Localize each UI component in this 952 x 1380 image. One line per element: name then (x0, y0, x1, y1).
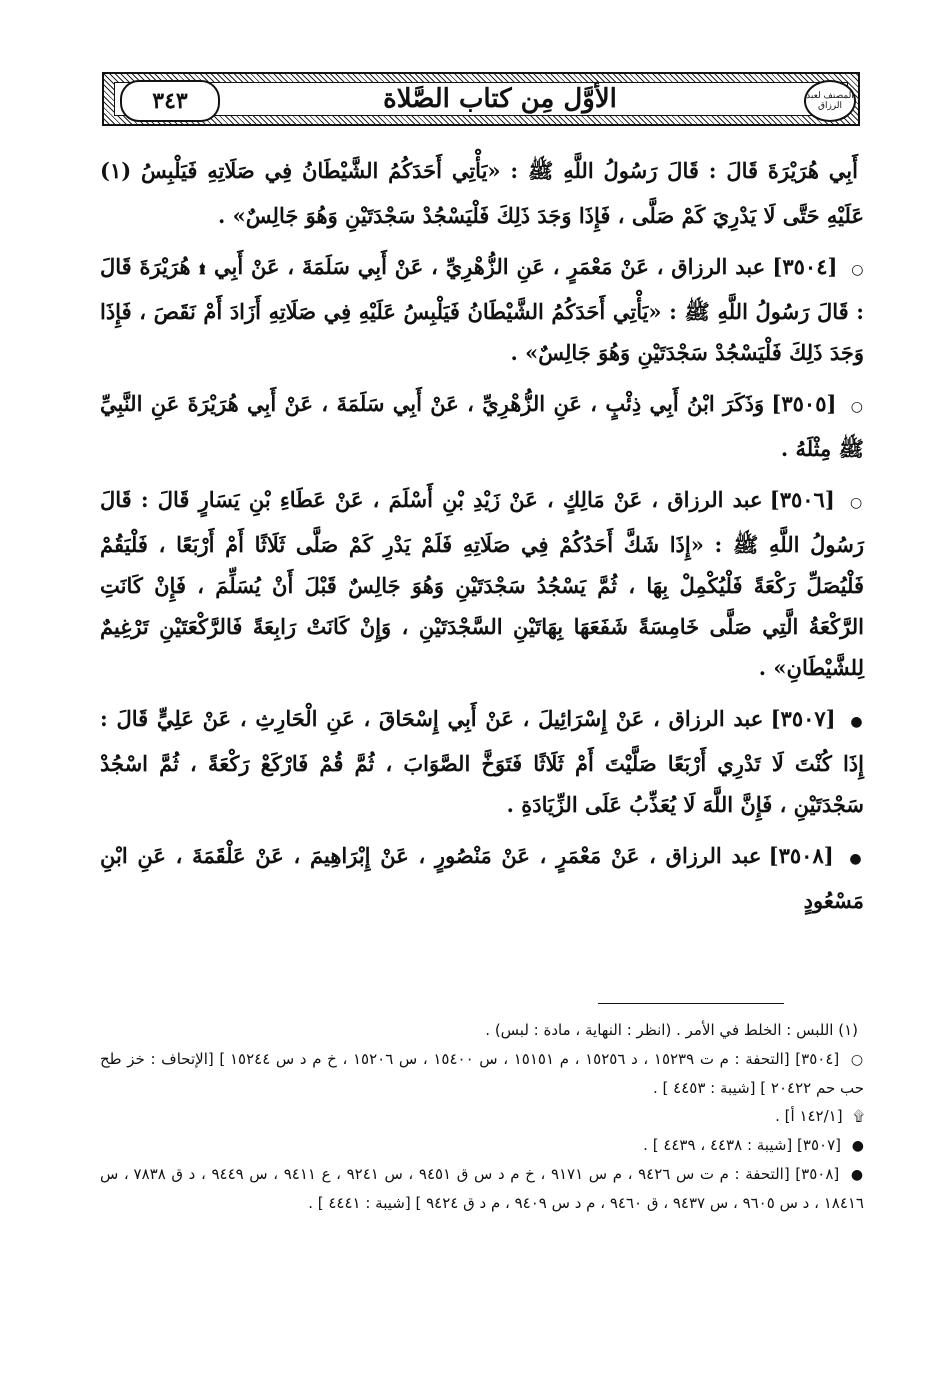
footnote-marker: ○ (850, 1052, 865, 1068)
hadith-paragraph (100, 246, 864, 373)
footnote-text: (١) اللبس : الخلط في الأمر . (انظر : النهاية ، مادة : لبس) . (485, 1021, 858, 1039)
footnote-marker: ۩ (853, 1109, 864, 1125)
footnote (100, 1160, 864, 1217)
paragraph-text: أَبِي هُرَيْرَةَ قَالَ : قَالَ رَسُولُ اللَّهِ ﷺ : «يَأْتِي أَحَدَكُمُ الشَّيْطَانُ فِي صَلَاتِهِ فَيَلْبِسُ (١) عَلَيْهِ حَتَّى لَا يَدْرِيَ كَمْ صَلَّى ، فَإِذَا وَجَدَ ذَلِكَ فَلْيَسْجُدْ سَجْدَتَيْنِ وَهُوَ جَالِسٌ» . (100, 158, 864, 228)
footnote-separator (598, 1003, 784, 1004)
footnote-text: [٣٥٠٨] [التحفة : م ت س ٩٤٢٦ ، م س ٩١٧١ ، خ م د س ق ٩٤٥١ ، س ٩٢٤١ ، ع ٩٤١١ ، س ٩٤٤٩ ، د ق ٧٨٣٨ ، س ١٨٤١٦ ، د س ٩٦٠٥ ، س ٩٤٣٧ ، ق ٩٤٦٠ ، م د س ٩٤٠٩ ، م د ق ٩٤٢٤ ] [شيبة : ٤٤٤١ ] . (100, 1165, 864, 1212)
paragraph-text: [٣٥٠٨] عبد الرزاق ، عَنْ مَعْمَرٍ ، عَنْ مَنْصُورٍ ، عَنْ إِبْرَاهِيمَ ، عَنْ عَلْقَمَةَ ، عَنِ ابْنِ مَسْعُودٍ (100, 843, 864, 913)
footnote-marker: ● (850, 1167, 864, 1183)
paragraph-marker: ○ (851, 262, 865, 278)
paragraph-marker: ○ (849, 495, 864, 511)
paragraph-marker: ● (849, 851, 865, 867)
hadith-paragraph (100, 698, 864, 825)
main-text (100, 150, 864, 931)
paragraph-text: [٣٥٠٤] عبد الرزاق ، عَنْ مَعْمَرٍ ، عَنِ الزُّهْرِيِّ ، عَنْ أَبِي سَلَمَةَ ، عَنْ أَبِي ۩ هُرَيْرَةَ قَالَ : قَالَ رَسُولُ اللَّهِ ﷺ : «يَأْتِي أَحَدَكُمُ الشَّيْطَانُ فَيَلْبِسُ عَلَيْهِ فِي صَلَاتِهِ أَزَادَ أَمْ نَقَصَ ، فَإِذَا وَجَدَ ذَلِكَ فَلْيَسْجُدْ سَجْدَتَيْنِ وَهُوَ جَالِسٌ» . (100, 254, 864, 365)
paragraph-marker: ○ (850, 399, 864, 415)
book-logo: المصنف لعبد الرزاق (804, 80, 856, 122)
footnote-marker: ● (851, 1138, 864, 1154)
footnote (100, 1045, 864, 1102)
hadith-paragraph (100, 383, 864, 469)
footnotes (100, 1016, 864, 1217)
running-title: الأوَّل مِن كتاب الصَّلاة (383, 84, 617, 114)
paragraph-text: [٣٥٠٦] عبد الرزاق ، عَنْ مَالِكٍ ، عَنْ زَيْدِ بْنِ أَسْلَمَ ، عَنْ عَطَاءِ بْنِ يَسَارٍ قَالَ : قَالَ رَسُولُ اللَّهِ ﷺ : «إِذَا شَكَّ أَحَدُكُمْ فِي صَلَاتِهِ فَلَمْ يَدْرِ كَمْ صَلَّى ثَلَاثًا أَمْ أَرْبَعًا ، فَلْيَقُمْ فَلْيُصَلِّ رَكْعَةً فَلْيُكْمِلْ بِهَا ، ثُمَّ يَسْجُدُ سَجْدَتَيْنِ وَهُوَ جَالِسٌ قَبْلَ أَنْ يُسَلِّمَ ، فَإِنْ كَانَتِ الرَّكْعَةُ الَّتِي صَلَّى خَامِسَةً شَفَعَهَا بِهَاتَيْنِ السَّجْدَتَيْنِ ، وَإِنْ كَانَتْ رَابِعَةً فَالرَّكْعَتَيْنِ تَرْغِيمٌ لِلشَّيْطَانِ» . (100, 487, 864, 680)
paragraph-text: [٣٥٠٧] عبد الرزاق ، عَنْ إِسْرَائِيلَ ، عَنْ أَبِي إِسْحَاقَ ، عَنِ الْحَارِثِ ، عَنْ عَلِيٍّ قَالَ : إِذَا كُنْتَ لَا تَدْرِي أَرْبَعًا صَلَّيْتَ أَمْ ثَلَاثًا فَتَوَخَّ الصَّوَابَ ، ثُمَّ قُمْ فَارْكَعْ رَكْعَةً ، ثُمَّ اسْجُدْ سَجْدَتَيْنِ ، فَإِنَّ اللَّهَ لَا يُعَذِّبُ عَلَى الزِّيَادَةِ . (100, 706, 864, 817)
paragraph-text: [٣٥٠٥] وَذَكَرَ ابْنُ أَبِي ذِئْبٍ ، عَنِ الزُّهْرِيِّ ، عَنْ أَبِي سَلَمَةَ ، عَنْ أَبِي هُرَيْرَةَ عَنِ النَّبِيِّ ﷺ مِثْلَهُ . (100, 391, 864, 461)
hadith-paragraph (100, 150, 864, 236)
footnote (100, 1102, 864, 1131)
footnote-text: [١٤٢/١ أ] . (775, 1107, 843, 1125)
footnote (100, 1131, 864, 1160)
paragraph-marker: ● (850, 714, 865, 730)
page-number: ٣٤٣ (120, 80, 220, 122)
footnote-text: [٣٥٠٧] [شيبة : ٤٤٣٨ ، ٤٤٣٩ ] . (643, 1136, 841, 1154)
hadith-paragraph (100, 835, 864, 921)
hadith-paragraph (100, 479, 864, 688)
footnote-text: [٣٥٠٤] [التحفة : م ت ١٥٢٣٩ ، د ١٥٢٥٦ ، م ١٥١٥١ ، س ١٥٤٠٠ ، س ١٥٢٠٦ ، خ م د س ١٥٢٤٤ ] [الإتحاف : خز طح حب حم ٢٠٤٢٢ ] [شيبة : ٤٤٥٣ ] . (100, 1050, 864, 1097)
footnote (100, 1016, 864, 1045)
